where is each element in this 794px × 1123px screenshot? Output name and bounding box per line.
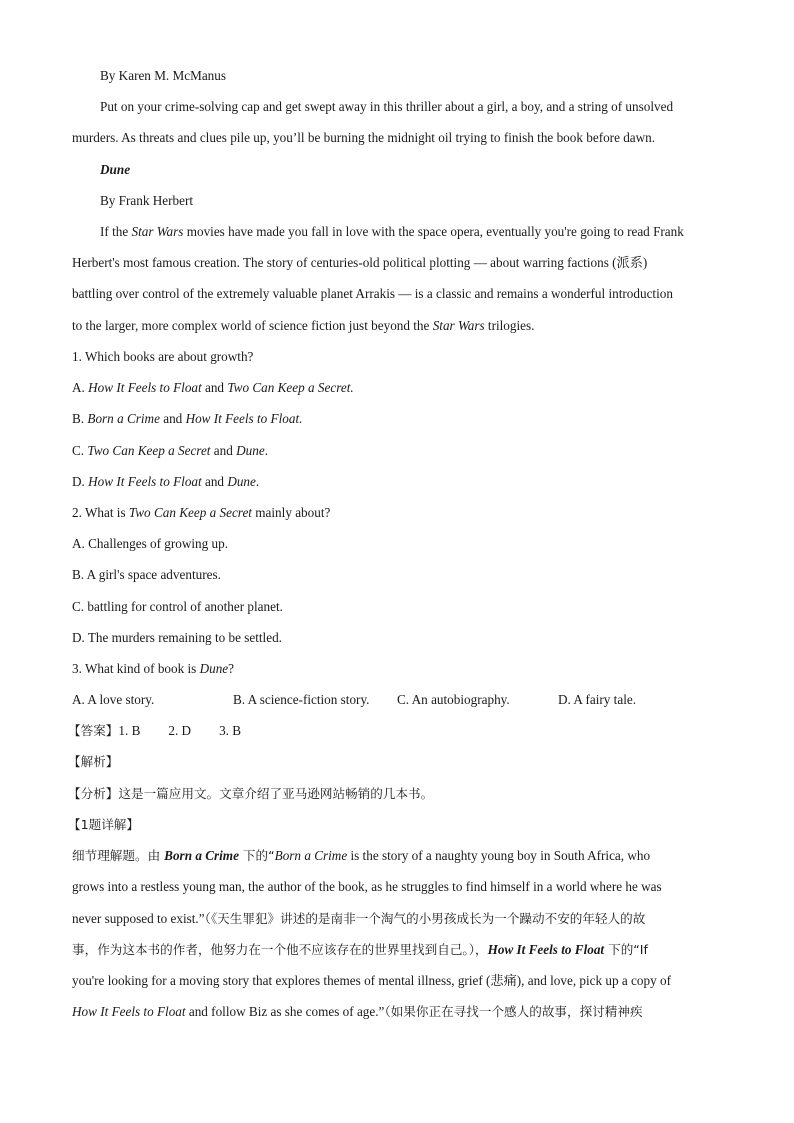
question-1-option-b: B. Born a Crime and How It Feels to Float. [72,411,303,426]
question-3-option-b: B. A science-fiction story. [233,692,370,707]
analysis-summary: 【分析】这是一篇应用文。文章介绍了亚马逊网站畅销的几本书。 [68,786,434,801]
answer-3: 3. B [219,723,242,738]
question-1-option-a: A. How It Feels to Float and Two Can Keep a Secret. [72,380,354,395]
question-2-option-b: B. A girl's space adventures. [72,567,221,582]
answer-line [68,721,241,741]
detail-tag: 【1题详解】 [68,817,139,832]
author-line-herbert: By Frank Herbert [100,193,194,208]
question-1-stem: 1. Which books are about growth? [72,349,254,364]
answer-tag: 【答案】 [68,723,119,738]
question-3-option-d: D. A fairy tale. [558,692,637,707]
question-1-option-c: C. Two Can Keep a Secret and Dune. [72,443,268,458]
detail-line: How It Feels to Float and follow Biz as she comes of age.”（如果你正在寻找一个感人的故事，探讨精神疾 [72,1004,643,1019]
question-3-stem: 3. What kind of book is Dune? [72,661,235,676]
answer-1: 1. B [118,723,141,738]
question-2-stem: 2. What is Two Can Keep a Secret mainly about? [72,505,331,520]
book-title-dune: Dune [100,162,131,177]
description-line: If the Star Wars movies have made you fall in love with the space opera, eventually you're going to read Frank [100,224,684,239]
description-line: battling over control of the extremely valuable planet Arrakis — is a classic and remains a wonderful introduction [72,286,673,301]
question-1-option-d: D. How It Feels to Float and Dune. [72,474,260,489]
description-line: Herbert's most famous creation. The story of centuries-old political plotting — about warring factions (派系) [72,255,648,270]
question-2-option-a: A. Challenges of growing up. [72,536,229,551]
detail-line: you're looking for a moving story that explores themes of mental illness, grief (悲痛), and love, pick up a copy of [72,973,671,988]
answer-2: 2. D [168,723,192,738]
question-3-option-c: C. An autobiography. [397,692,510,707]
analysis-tag: 【解析】 [68,754,119,769]
detail-line: never supposed to exist.”（《天生罪犯》讲述的是南非一个淘气的小男孩成长为一个躁动不安的年轻人的故 [72,911,646,926]
description-line: to the larger, more complex world of science fiction just beyond the Star Wars trilogies. [72,318,535,333]
description-line: murders. As threats and clues pile up, you’ll be burning the midnight oil trying to finish the book before dawn. [72,130,656,145]
detail-line: 事，作为这本书的作者，他努力在一个他不应该存在的世界里找到自己。），How It Feels to Float 下的“If [72,942,648,957]
question-2-option-d: D. The murders remaining to be settled. [72,630,282,645]
detail-line: 细节理解题。由 Born a Crime 下的“Born a Crime is the story of a naughty young boy in South Africa, who [72,848,651,863]
detail-line: grows into a restless young man, the author of the book, as he struggles to find himself in a world where he was [72,879,662,894]
question-2-option-c: C. battling for control of another planet. [72,599,283,614]
question-3-option-a: A. A love story. [72,692,155,707]
description-line: Put on your crime-solving cap and get swept away in this thriller about a girl, a boy, and a string of unsolved [100,99,674,114]
author-line-mcmanus: By Karen M. McManus [100,68,226,83]
